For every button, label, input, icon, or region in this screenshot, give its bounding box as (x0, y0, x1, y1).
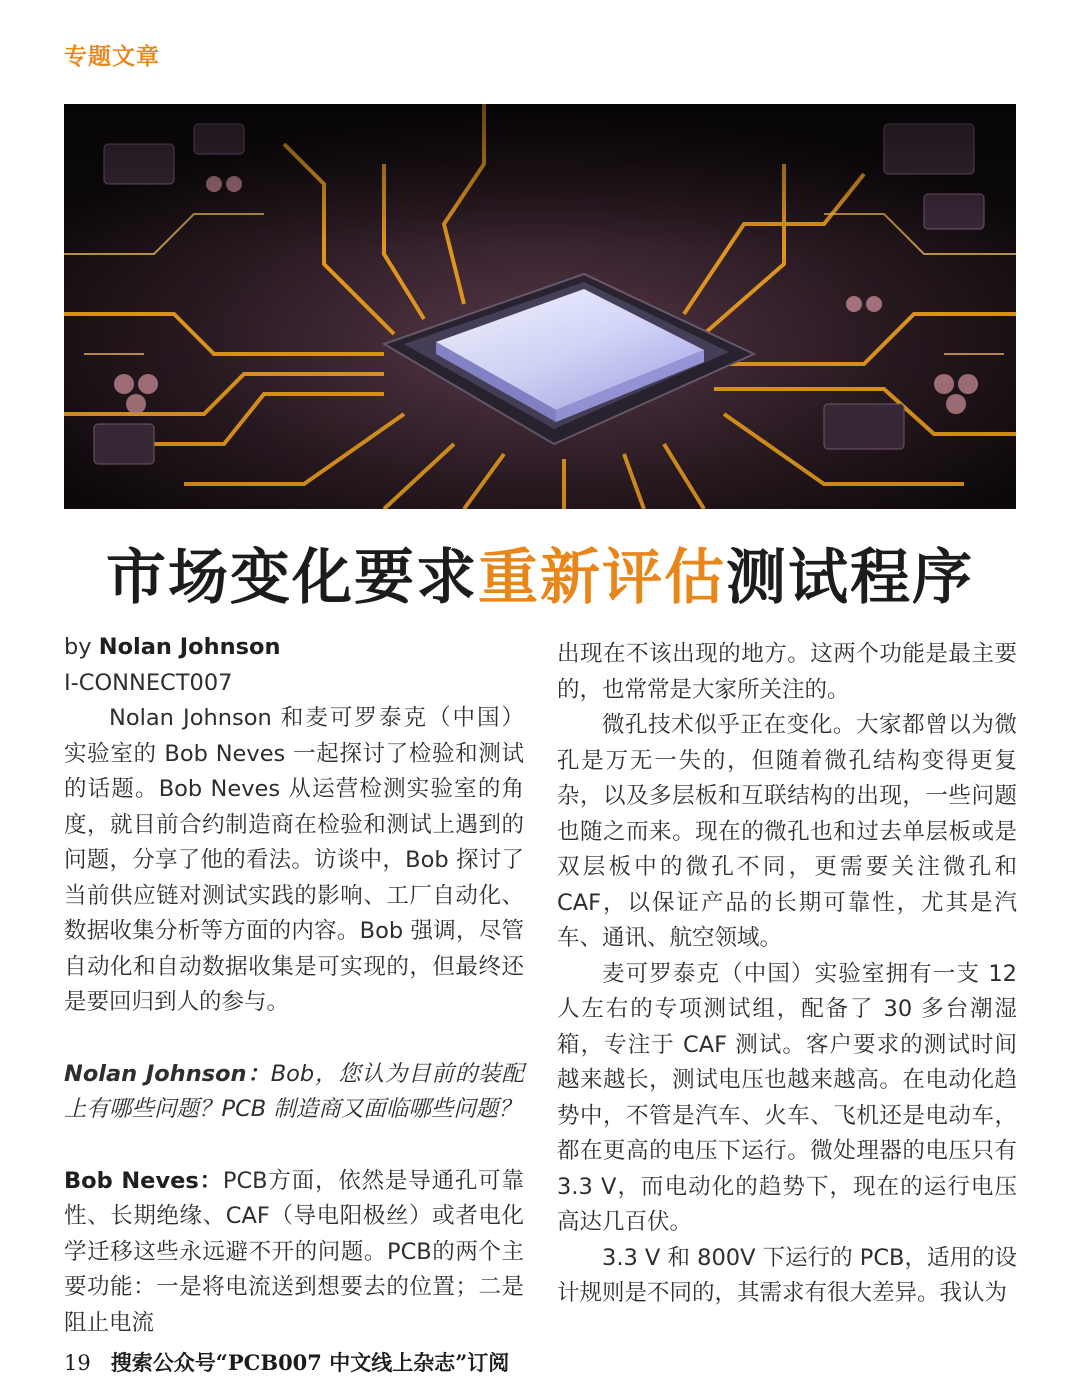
byline-prefix: by (64, 634, 99, 660)
title-part-2: 测试程序 (726, 543, 974, 613)
body-paragraph-4: 3.3 V 和 800V 下运行的 PCB，适用的设计规则是不同的，其需求有很大差异。我认为 (557, 1244, 1017, 1306)
article-title (0, 530, 1080, 616)
title-part-1: 市场变化要求 (106, 543, 478, 613)
byline-publication: I-CONNECT007 (64, 669, 233, 696)
body-paragraph-1: 出现在不该出现的地方。这两个功能是最主要的，也常常是大家所关注的。 (557, 641, 1017, 703)
title-highlight: 重新评估 (478, 543, 726, 613)
circuit-board-illustration (64, 104, 1016, 509)
body-paragraph-3: 麦可罗泰克（中国）实验室拥有一支 12 人左右的专项测试组，配备了 30 多台潮湿箱，专注于 CAF 测试。客户要求的测试时间越来越长，测试电压也越来越高。在电动化趋势中，不管是汽车、火车、飞机还是电动车，都在更高的电压下运行。微处理器的电压只有 3.3 V，而电动化的趋势下，现在的运行电压高达几百伏。 (557, 960, 1017, 1235)
interview-answer (64, 1164, 524, 1342)
footer-subscribe-text: 搜索公众号“PCB007 中文线上杂志”订阅 (110, 1350, 510, 1375)
page-footer (64, 1347, 509, 1377)
question-speaker: Nolan Johnson： (64, 1060, 271, 1087)
right-column (557, 637, 1017, 1312)
page-number: 19 (64, 1351, 91, 1375)
question-text: Bob，您认为目前的装配上有哪些问题？PCB 制造商又面临哪些问题？ (64, 1060, 524, 1122)
byline (64, 630, 524, 666)
intro-paragraph: Nolan Johnson 和麦可罗泰克（中国）实验室的 Bob Neves 一起探讨了检验和测试的话题。Bob Neves 从运营检测实验室的角度，就目前合约制造商在检验和测试上遇到的问题，分享了他的看法。访谈中，Bob 探讨了当前供应链对测试实践的影响、工厂自动化、数据收集分析等方面的内容。Bob 强调，尽管自动化和自动数据收集是可实现的，但最终还是要回归到人的参与。 (64, 705, 524, 1015)
answer-speaker: Bob Neves： (64, 1167, 223, 1194)
byline-author: Nolan Johnson (98, 634, 281, 660)
section-label: 专题文章 (64, 44, 160, 70)
interview-question (64, 1057, 524, 1128)
body-paragraph-2: 微孔技术似乎正在变化。大家都曾以为微孔是万无一失的，但随着微孔结构变得更复杂，以及多层板和互联结构的出现，一些问题也随之而来。现在的微孔也和过去单层板或是双层板中的微孔不同，更需要关注微孔和 CAF，以保证产品的长期可靠性，尤其是汽车、通讯、航空领域。 (557, 712, 1017, 951)
answer-text: PCB方面，依然是导通孔可靠性、长期绝缘、CAF（导电阳极丝）或者电化学迁移这些永远避不开的问题。PCB的两个主要功能：一是将电流送到想要去的位置；二是阻止电流 (64, 1167, 524, 1336)
left-column (64, 630, 524, 1341)
hero-image (64, 104, 1016, 509)
